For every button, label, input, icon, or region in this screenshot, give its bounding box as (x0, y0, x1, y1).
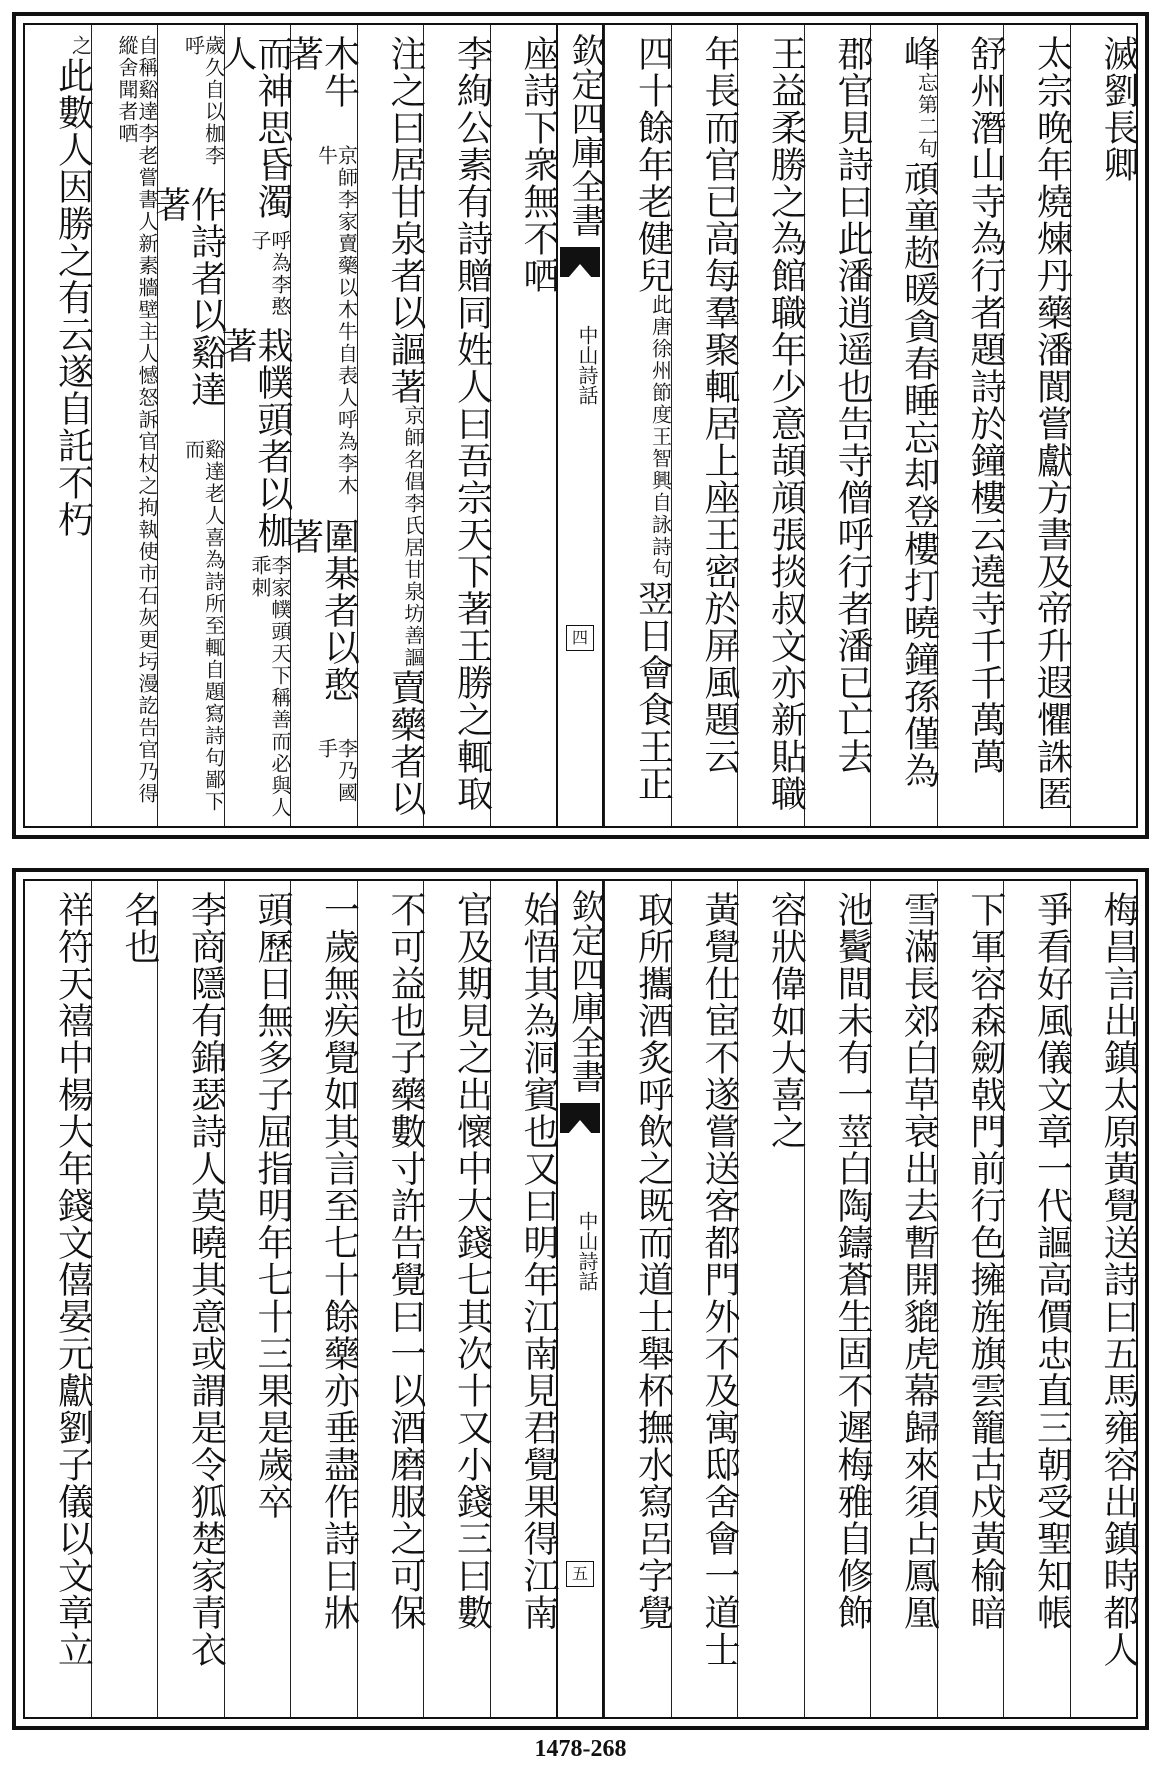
column-text: 王益柔勝之為館職年少意頡頏張掞叔文亦新貼職 (765, 35, 807, 812)
column-text: 郡官見詩曰此潘逍遥也告寺僧呼行者潘已亡去 (832, 35, 873, 775)
column-text: 木牛著 (282, 35, 360, 109)
annotation-text: 李乃國手 (314, 738, 359, 805)
column-text: 始悟其為洞賓也又曰明年江南見君覺果得江南 (518, 891, 559, 1631)
page-top (12, 12, 1149, 839)
annotation-text: 谿達老人喜為詩所至輒自題寫詩句鄙下而 (181, 438, 226, 813)
annotation-text: 之 (68, 35, 93, 57)
fishtail-mark-icon (560, 247, 600, 277)
text-column (671, 881, 738, 1717)
column-text: 名也 (119, 891, 160, 965)
column-text: 翌日會食王正 (632, 580, 674, 802)
column-text: 頑童趂暖貪春睡忘却登樓打曉鐘孫僅為 (898, 160, 940, 789)
column-text: 栽幞頭者以枷著 (216, 327, 293, 550)
text-column (282, 25, 360, 826)
column-text: 賣藥者以 (385, 669, 426, 817)
column-text: 祥符天禧中楊大年錢文僖晏元獻劉子儀以文章立 (52, 891, 94, 1668)
text-column (423, 881, 493, 1717)
annotation-text: 李家幞頭天下稱善而必與人乖刺 (248, 555, 292, 819)
column-text: 峰 (898, 35, 940, 72)
text-column (1003, 881, 1073, 1717)
annotation-text: 呼為李憨子 (248, 230, 292, 319)
page-bottom (12, 868, 1149, 1730)
book-title: 欽定四庫全書 (565, 889, 605, 1093)
text-column (91, 25, 158, 826)
text-column (91, 881, 158, 1717)
text-column (937, 881, 1004, 1717)
annotation-text: 京師名倡李氏居甘泉坊善謳 (401, 405, 425, 669)
column-text: 李絢公素有詩贈同姓人曰吾宗天下著王勝之輒取 (451, 35, 493, 812)
page-code: 1478-268 (534, 1736, 627, 1762)
column-text: 而神思昏濁人 (216, 35, 293, 220)
column-text: 此數人因勝之有云遂自託不朽 (52, 57, 94, 538)
book-title: 欽定四庫全書 (565, 33, 605, 237)
text-column (804, 881, 871, 1717)
column-text: 舒州潛山寺為行者題詩於鐘樓云遶寺千千萬萬 (965, 35, 1006, 775)
leaf-number: 五 (566, 1561, 594, 1587)
text-column (937, 25, 1004, 826)
column-text: 圍棊者以憨著 (282, 517, 360, 703)
center-fold-column (556, 881, 604, 1717)
column-text: 爭看好風儀文章一代謳高價忠直三朝受聖知帳 (1031, 891, 1073, 1631)
text-column (604, 25, 674, 826)
column-text: 四十餘年老健兒 (632, 35, 674, 294)
column-text: 作詩者以谿達著 (149, 185, 227, 408)
text-column (357, 25, 424, 826)
text-column (1070, 881, 1137, 1717)
center-fold-column (556, 25, 604, 826)
column-text: 李商隱有錦瑟詩人莫曉其意或謂是令狐楚家青衣 (185, 891, 227, 1668)
text-column (1003, 25, 1073, 826)
text-columns (25, 25, 1139, 826)
annotation-text: 忘第二句 (914, 72, 939, 160)
text-column (423, 25, 493, 826)
annotation-text: 京師李家賣藥以木牛自表人呼為李木牛 (314, 145, 359, 498)
text-column (357, 881, 424, 1717)
text-column (604, 881, 674, 1717)
column-text: 官及期見之出懷中大錢七其次十又小錢三曰數 (451, 891, 493, 1631)
text-column (671, 25, 738, 826)
column-text: 座詩下衆無不哂 (518, 35, 559, 294)
fishtail-mark-icon (560, 1103, 600, 1133)
annotation-text: 自稱谿達李老嘗書人新素牆壁主人憾怒訴官杖之拘執使市石灰更圬漫訖告官乃得縱舍聞者哂 (115, 35, 159, 805)
text-column (216, 25, 293, 826)
text-column (1070, 25, 1137, 826)
column-text: 黃覺仕宦不遂嘗送客都門外不及寓邸舍會一道士 (699, 891, 740, 1668)
column-text: 年長而官已高每羣聚輒居上座王密於屏風題云 (699, 35, 740, 775)
text-column (490, 25, 557, 826)
column-text: 不可益也子藥數寸許告覺曰一以酒磨服之可保 (385, 891, 426, 1631)
text-column (490, 881, 557, 1717)
column-text: 容狀偉如大喜之 (765, 891, 807, 1150)
column-text: 太宗晚年燒煉丹藥潘閬嘗獻方書及帝升遐懼誅匿 (1031, 35, 1073, 812)
column-text: 下軍容森劒戟門前行色擁旌旗雲籠古戍黃榆暗 (965, 891, 1006, 1631)
text-column (870, 881, 940, 1717)
text-column (290, 881, 360, 1717)
page-frame (23, 879, 1138, 1719)
column-text: 取所攜酒炙呼飲之既而道士舉杯撫水寫呂字覺 (632, 891, 674, 1631)
text-column (149, 25, 227, 826)
column-text: 雪滿長郊白草衰出去暫開貔虎幕歸來須占鳳凰 (898, 891, 940, 1631)
column-text: 一歲無疾覺如其言至七十餘藥亦垂盡作詩曰牀 (318, 891, 360, 1631)
column-text: 滅劉長卿 (1098, 35, 1139, 183)
column-text: 池鬢間未有一莖白陶鑄蒼生固不遲梅雅自修飾 (832, 891, 873, 1631)
text-column (737, 881, 807, 1717)
work-title: 中山詩話 (575, 1211, 599, 1291)
text-columns (25, 881, 1139, 1717)
text-column (804, 25, 871, 826)
column-text: 梅昌言出鎮太原黃覺送詩曰五馬雍容出鎮時都人 (1098, 891, 1139, 1668)
text-column (25, 881, 94, 1717)
text-column (224, 881, 291, 1717)
annotation-text: 歲久自以枷李呼 (181, 35, 226, 167)
text-column (25, 25, 94, 826)
work-title: 中山詩話 (575, 325, 599, 405)
page-frame (23, 23, 1138, 828)
annotation-text: 此唐徐州節度王智興自詠詩句 (648, 294, 673, 580)
text-column (737, 25, 807, 826)
leaf-number: 四 (566, 625, 594, 651)
text-column (870, 25, 940, 826)
column-text: 頭歷日無多子屈指明年七十三果是歲卒 (252, 891, 293, 1520)
text-column (157, 881, 227, 1717)
column-text: 注之曰居甘泉者以謳著 (385, 35, 426, 405)
